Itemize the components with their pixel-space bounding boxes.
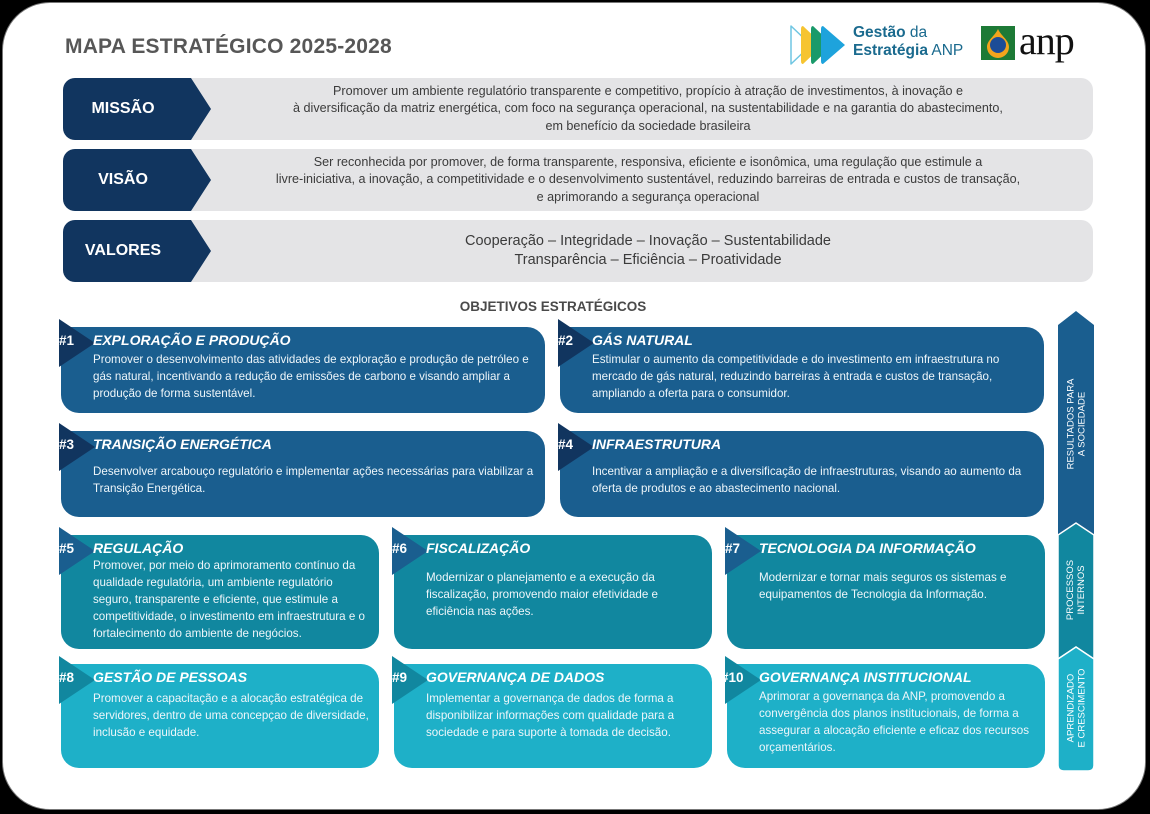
anp-drop-icon bbox=[981, 26, 1015, 60]
objective-title: GESTÃO DE PESSOAS bbox=[93, 669, 248, 685]
objective-description: Incentivar a ampliação e a diversificação de infraestruturas, visando ao aumento da oferta de produtos e ao abastecimento nacional. bbox=[592, 465, 1022, 495]
objective-title: FISCALIZAÇÃO bbox=[426, 540, 531, 556]
objective-number-badge: #4 bbox=[554, 423, 594, 471]
objective-number-badge: #7 bbox=[721, 527, 761, 575]
perspective-label: APRENDIZADO E CRESCIMENTO bbox=[1065, 668, 1088, 748]
objective-number-badge: #8 bbox=[55, 656, 95, 704]
objective-title: GÁS NATURAL bbox=[592, 332, 693, 348]
objective-title: REGULAÇÃO bbox=[93, 540, 184, 556]
objective-card-9 bbox=[394, 664, 712, 768]
objective-title: TECNOLOGIA DA INFORMAÇÃO bbox=[759, 540, 976, 556]
objective-title: INFRAESTRUTURA bbox=[592, 436, 722, 452]
values-bar bbox=[63, 220, 1093, 282]
objective-number-badge: #1 bbox=[55, 319, 95, 367]
vision-bar bbox=[63, 149, 1093, 211]
objective-card-5 bbox=[61, 535, 379, 649]
objective-description: Modernizar e tornar mais seguros os sistemas e equipamentos de Tecnologia da Informação. bbox=[759, 571, 1007, 601]
objective-card-10 bbox=[721, 664, 1045, 768]
objective-description: Aprimorar a governança da ANP, promovendo a convergência dos planos institucionais, de forma a assegurar a alocação eficiente e eficaz dos recursos orçamentários. bbox=[759, 690, 1030, 754]
objective-description: Estimular o aumento da competitividade e do investimento em infraestrutura no mercado de gás natural, reduzindo barreiras à entrada e custos de transação, ampliando a oferta para o consumidor. bbox=[592, 353, 1000, 400]
objectives-title: OBJETIVOS ESTRATÉGICOS bbox=[459, 299, 647, 314]
objective-description: Modernizar o planejamento e a execução da fiscalização, promovendo maior efetividade e eficiência nas ações. bbox=[426, 571, 658, 618]
perspective-internal-processes bbox=[1058, 521, 1094, 659]
vision-text: Ser reconhecida por promover, de forma transparente, responsiva, eficiente e isonômica, uma regulação que estimule a livre-iniciativa, a inovação, a competitividade e o desenvolvimento sustentável, reduzindo barreiras de entrada e custos de transação, e aprimorando a segurança operacional bbox=[275, 154, 1021, 204]
objective-number-badge: #9 bbox=[388, 656, 428, 704]
objective-title: TRANSIÇÃO ENERGÉTICA bbox=[93, 436, 272, 452]
objective-card-4 bbox=[560, 431, 1044, 517]
objective-description: Implementar a governança de dados de forma a disponibilizar informações com qualidade para a sociedade e para suporte à tomada de decisão. bbox=[426, 692, 675, 739]
perspective-label: RESULTADOS PARA A SOCIEDADE bbox=[1065, 378, 1087, 470]
objective-number-badge: #6 bbox=[388, 527, 428, 575]
page-title: MAPA ESTRATÉGICO 2025-2028 bbox=[65, 35, 392, 58]
mission-tag: MISSÃO bbox=[63, 78, 191, 140]
gestao-estrategia-logo bbox=[789, 23, 969, 67]
objective-title: GOVERNANÇA INSTITUCIONAL bbox=[759, 669, 972, 685]
objective-description: Desenvolver arcabouço regulatório e implementar ações necessárias para viabilizar a Transição Energética. bbox=[93, 465, 534, 495]
anp-wordmark: anp bbox=[1019, 18, 1074, 63]
objective-description: Promover, por meio do aprimoramento contínuo da qualidade regulatória, um ambiente regulatório seguro, transparente e eficiente, que estimule a competitividade, o investimento em infraestrutura e o fortalecimento do ambiente de negócios. bbox=[93, 559, 365, 640]
objective-number-badge: #3 bbox=[55, 423, 95, 471]
objective-title: GOVERNANÇA DE DADOS bbox=[426, 669, 605, 685]
strategic-map-page bbox=[2, 2, 1146, 810]
objective-description: Promover a capacitação e a alocação estratégica de servidores, dentro de uma concepçao de diversidade, inclusão e equidade. bbox=[93, 692, 369, 739]
vision-tag: VISÃO bbox=[63, 149, 191, 211]
perspective-results-society bbox=[1058, 311, 1094, 537]
values-text: Cooperação – Integridade – Inovação – Sustentabilidade Transparência – Eficiência – Proatividade bbox=[465, 233, 831, 268]
objective-title: EXPLORAÇÃO E PRODUÇÃO bbox=[93, 332, 291, 348]
objective-card-2 bbox=[560, 327, 1044, 413]
objective-card-7 bbox=[727, 535, 1045, 649]
gestao-estrategia-text: Gestão da Estratégia ANP bbox=[853, 24, 964, 59]
objective-number-badge: #2 bbox=[554, 319, 594, 367]
objective-card-6 bbox=[394, 535, 712, 649]
mission-text: Promover um ambiente regulatório transparente e competitivo, propício à atração de investimentos, à inovação e à diversificação da matriz energética, com foco na segurança operacional, na sustentabilidade e na garantia do abastecimento, em benefício da sociedade brasileira bbox=[293, 83, 1003, 133]
objective-card-3 bbox=[61, 431, 545, 517]
perspective-label: PROCESSOS INTERNOS bbox=[1065, 559, 1087, 621]
values-tag: VALORES bbox=[63, 220, 191, 282]
objective-number-badge: #10 bbox=[721, 656, 761, 704]
objective-description: Promover o desenvolvimento das atividades de exploração e produção de petróleo e gás natural, incentivando a redução de emissões de carbono e visando ampliar a produção de forma sustentável. bbox=[93, 353, 529, 400]
objective-card-1 bbox=[61, 327, 545, 413]
perspective-learning-growth bbox=[1058, 645, 1094, 771]
mission-bar bbox=[63, 78, 1093, 140]
anp-logo bbox=[981, 18, 1091, 65]
objective-number-badge: #5 bbox=[55, 527, 95, 575]
objective-card-8 bbox=[61, 664, 379, 768]
play-arrows-icon bbox=[789, 23, 851, 67]
